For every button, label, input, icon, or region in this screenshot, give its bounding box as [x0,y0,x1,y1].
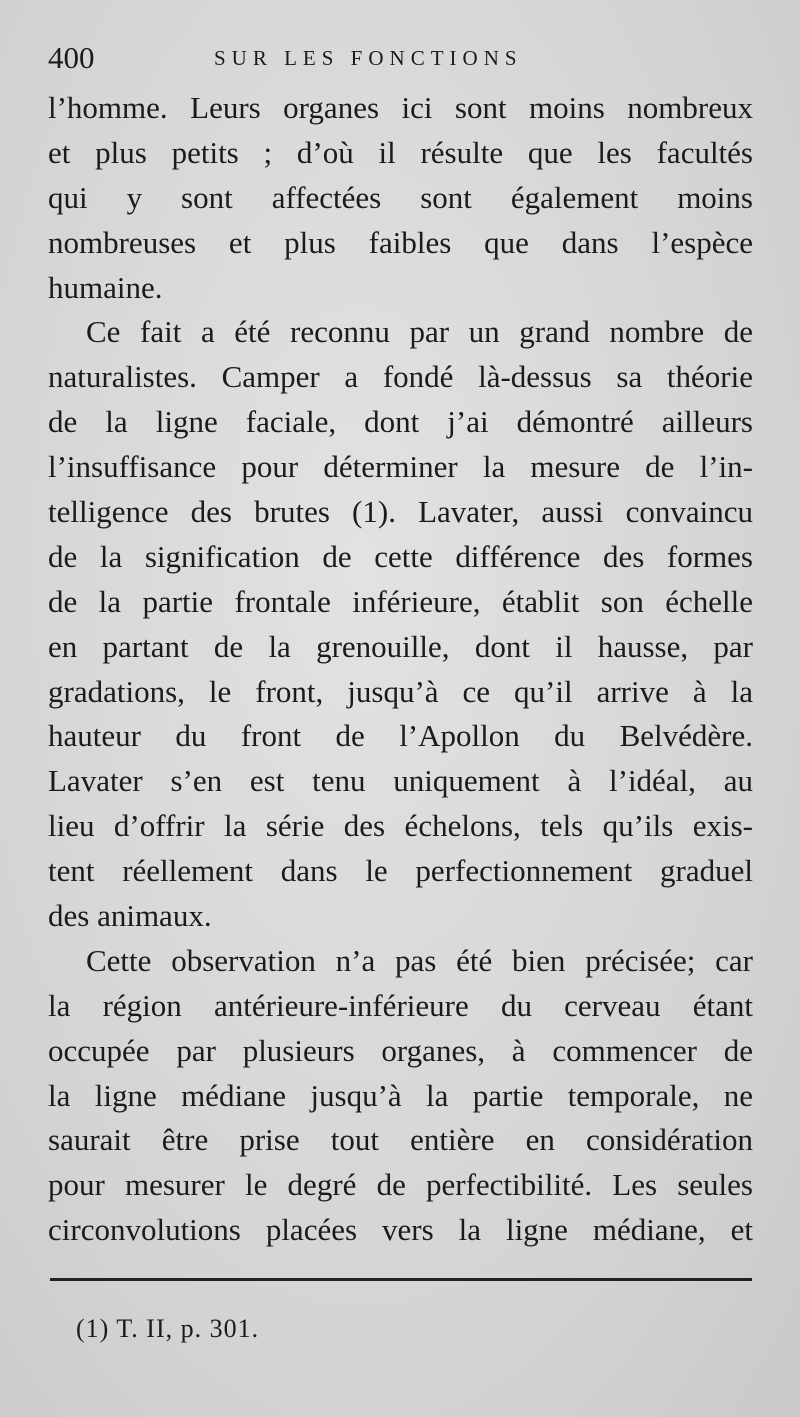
text-line: tent réellement dans le perfectionnement graduel [48,853,753,889]
text-line: nombreuses et plus faibles que dans l’espèce [48,224,753,260]
running-title: SUR LES FONCTIONS [214,46,523,70]
text-line: l’insuffisance pour déterminer la mesure de l’in- [48,449,753,485]
text-line: la région antérieure-inférieure du cerveau étant [48,987,753,1023]
text-line: de la partie frontale inférieure, établit son échelle [48,583,753,619]
text-line: Lavater s’en est tenu uniquement à l’idéal, au [48,763,753,799]
text-line: l’homme. Leurs organes ici sont moins nombreux [48,90,753,125]
text-line: de la ligne faciale, dont j’ai démontré ailleurs [48,404,753,440]
page-number: 400 [48,40,95,75]
text-line: de la signification de cette différence des formes [48,538,753,574]
footnote: (1) T. II, p. 301. [76,1314,260,1343]
text-line: lieu d’offrir la série des échelons, tels qu’ils exis- [48,808,753,844]
paragraph-first-line: Ce fait a été reconnu par un grand nombre de [86,314,753,350]
text-line: gradations, le front, jusqu’à ce qu’il arrive à la [48,673,753,709]
text-line: des animaux. [48,898,212,934]
paragraph-first-line: Cette observation n’a pas été bien précisée; car [86,942,753,978]
running-head [48,40,753,80]
text-line: pour mesurer le degré de perfectibilité. Les seules [48,1167,753,1203]
text-line: et plus petits ; d’où il résulte que les facultés [48,134,753,170]
body-text [48,86,753,1253]
text-line: la ligne médiane jusqu’à la partie temporale, ne [48,1077,753,1113]
text-line: humaine. [48,269,163,305]
text-line: telligence des brutes (1). Lavater, aussi convaincu [48,494,753,530]
text-line: en partant de la grenouille, dont il hausse, par [48,628,753,664]
text-line: saurait être prise tout entière en considération [48,1122,753,1158]
text-line: naturalistes. Camper a fondé là-dessus sa théorie [48,359,753,395]
footnote-rule [50,1278,752,1281]
text-line: circonvolutions placées vers la ligne médiane, et [48,1212,753,1248]
text-line: occupée par plusieurs organes, à commencer de [48,1032,753,1068]
text-line: qui y sont affectées sont également moins [48,179,753,215]
text-line: hauteur du front de l’Apollon du Belvédère. [48,718,753,754]
